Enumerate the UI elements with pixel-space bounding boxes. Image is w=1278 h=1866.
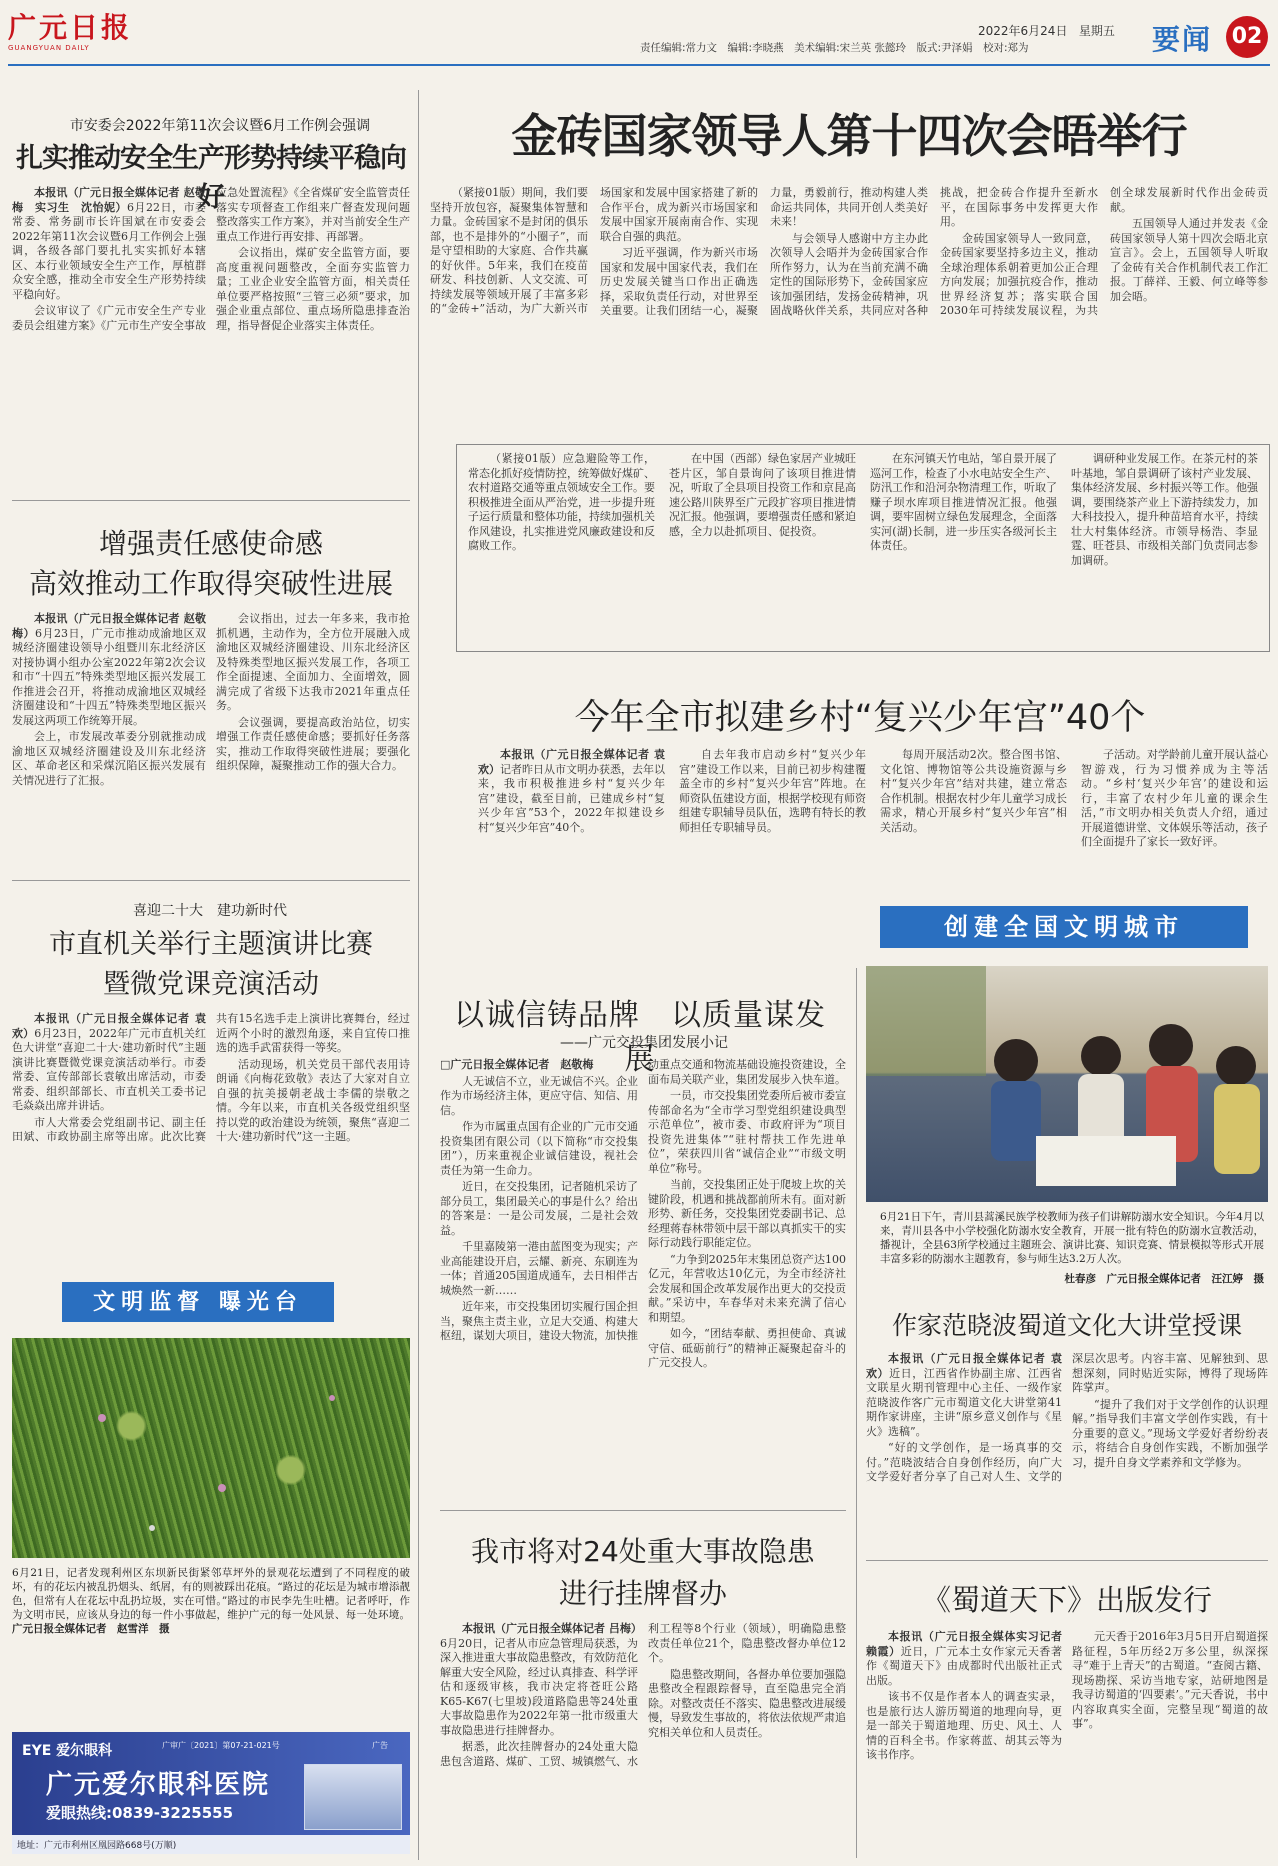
divider [12,500,410,501]
ad-brand: EYE 爱尔眼科 [22,1743,113,1759]
header-rule [8,64,1270,66]
kids-credit: 杜春彦 广元日报全媒体记者 汪江婷 摄 [1064,1273,1264,1285]
safety-p1: 6月22日，市委常委、常务副市长许国斌在市安委会2022年第11次会议暨6月工作例会上强调，各级各部门要扎扎实实抓好本辖区、本行业领域安全生产工作，厚植群众安全感，推动全市安全生产形势持续平稳向好。 [12,200,206,301]
ad-block [12,1732,410,1854]
page-number: 02 [1226,16,1268,58]
book-byline: 本报讯（广元日报全媒体实习记者 赖霞） [866,1630,1062,1658]
integrity-p5: 近年来，市交投集团切实履行国企担当，聚焦主责主业，立足大交通、构建大枢纽，谋划大项目，建设大物流，加快推动重点交通和物流基础设施投资建设，全面布局关联产业，集团发展步入快车道。 [440,1058,846,1342]
contest-kicker: 喜迎二十大 建功新时代 [133,903,287,919]
book-p2: 该书不仅是作者本人的调查实录，也是旅行达人游历蜀道的地理向导，更是一部关于蜀道地理、历史、风土、人情的百科全书。作家蒋蓝、胡其云等为该书作序。 [866,1690,1062,1761]
northeast-p1: 6月23日，广元市推动成渝地区双城经济圈建设领导小组暨川东北经济区对接协调小组办公室2022年第2次会议和市“十四五”特殊类型地区振兴发展工作推进会召开，将推动成渝地区双城经济圈建设和“十四五”特殊类型地区振兴发展这两项工作统筹开展。 [12,626,206,727]
integrity-p2: 作为市属重点国有企业的广元市交通投资集团有限公司（以下简称“市交投集团”），历来重视企业诚信建设，视社会责任为第一生命力。 [440,1120,638,1177]
divider [12,880,410,881]
hazards-body [440,1622,846,1854]
safety-kicker: 市安委会2022年第11次会议暨6月工作例会强调 [69,118,371,134]
editors-line: 责任编辑:常力文 编辑:李晓燕 美术编辑:宋兰英 张懿玲 版式:尹泽娟 校对:郑为 [640,42,1029,54]
contest-p1: 6月23日，2022年广元市直机关红色大讲堂“喜迎二十大·建功新时代”主题演讲比赛暨微党课竞演活动举行。市委常委、宣传部部长袁敏出席活动，市委常委、组织部部长、市直机关工委书记毛焱焱出席并讲话。 [12,1026,207,1112]
section-name: 要闻 [1152,23,1213,56]
safety-byline: 本报讯（广元日报全媒体记者 赵敬梅 实习生 沈怡妮） [12,186,206,214]
integrity-p7: 当前，交投集团正处于爬坡上坎的关键阶段，机遇和挑战都前所未有。面对新形势、新任务，交投集团党委副书记、总经理蒋春林带领中层干部以真抓实干的实际行动践行职能定位。 [648,1178,846,1249]
date: 2022年6月24日 [978,24,1068,38]
northeast-byline: 本报讯（广元日报全媒体记者 赵敬梅） [12,612,206,640]
youth-p2: 自去年我市启动乡村“复兴少年宫”建设工作以来，目前已初步构建覆盖全市的乡村“复兴少年宫”阵地。在师资队伍建设方面，根据学校现有师资组建专职辅导员队伍，选聘有特长的教师担任专职辅导员。 [679,748,866,834]
youth-title: 今年全市拟建乡村“复兴少年宫”40个 [574,698,1146,738]
integrity-byline: □广元日报全媒体记者 赵敬梅 [440,1058,594,1071]
children-icon [866,966,1268,1202]
integrity-p8: “力争到2025年末集团总资产达100亿元，年营收达10亿元，为全市经济社会发展和国企改革发展作出更大的交投贡献。”采访中，车春华对未来充满了信心和期望。 [648,1252,846,1324]
contest-byline: 本报讯（广元日报全媒体记者 袁欢） [12,1012,206,1040]
youth-p1: 记者昨日从市文明办获悉，去年以来，我市积极推进乡村“复兴少年宫”建设，截至目前，已建成乡村“复兴少年宫”53个，2022年拟建设乡村“复兴少年宫”40个。 [478,762,665,834]
brics-p5: 五国领导人通过并发表《金砖国家领导人第十四次会晤北京宣言》。会上，五国领导人听取了金砖有关合作机制代表工作汇报。丁薛祥、王毅、何立峰等参加会晤。 [1110,217,1268,303]
youth-byline: 本报讯（广元日报全媒体记者 袁欢） [478,748,665,776]
book-p1: 近日，广元本土女作家元天香著作《蜀道天下》由成都时代出版社正式出版。 [866,1644,1062,1687]
brics-p3: 与会领导人感谢中方主办此次领导人会晤并为金砖国家合作所作努力，认为在当前充满不确定性的国际形势下，金砖国家应该加强团结，发扬金砖精神，巩固战略伙伴关系，共同应对各种挑战，把金砖合作提升至新水平，在国际事务中发挥更大作用。 [770,186,1098,317]
lecture-p3: “提升了我们对于文学创作的认识理解。”指导我们丰富文学创作实践，有十分重要的意义。”现场文学爱好者纷纷表示，将结合自身创作实践，不断加强学习，提升自身文学素养和文学修为。 [1072,1397,1268,1469]
integrity-p9: 如今，“团结奉献、勇担使命、真诚守信、砥砺前行”的精神正凝聚起奋斗的广元交投人。 [648,1327,846,1369]
masthead [8,6,138,58]
ad-hotline: 爱眼热线:0839-3225555 [46,1804,234,1822]
northeast-body [12,612,410,862]
contest-title-2: 暨微党课竞演活动 [103,969,319,1000]
integrity-title: 以诚信铸品牌 以质量谋发展 [454,998,826,1077]
book-body [866,1630,1268,1856]
tasks-body [468,452,1258,644]
hazards-title-1: 我市将对24处重大事故隐患 [471,1535,815,1568]
integrity-p1: 人无诚信不立，业无诚信不兴。企业作为市场经济主体，更应守信、知信、用信。 [440,1074,638,1117]
header-date [978,22,1115,39]
northeast-title-2: 高效推动工作取得突破性进展 [28,567,393,600]
ad-name: 广元爱尔眼科医院 [46,1770,271,1800]
lawn-caption [12,1566,410,1636]
northeast-title-1: 增强责任感使命感 [98,527,323,560]
lawn-credit: 广元日报全媒体记者 赵雪洋 摄 [12,1623,170,1635]
lecture-body [866,1352,1268,1544]
hazards-title-2: 进行挂牌督办 [558,1577,727,1610]
brics-p4: 金砖国家领导人一致同意，金砖国家要坚持多边主义，推动全球治理体系朝着更加公正合理方向发展；加强抗疫合作，推动世界经济复苏；落实联合国2030年可持续发展议程，为共创全球发展新时代作出金砖贡献。 [940,186,1268,317]
column-divider [418,90,419,1860]
ad-building [304,1764,402,1830]
lecture-p1: 近日，江西省作协副主席、江西省文联星火期刊管理中心主任、一级作家范晓波作客广元市蜀道文化大讲堂第41期作家讲座，主讲“原乡意义创作与《星火》选稿”。 [866,1366,1062,1438]
lawn-caption-text: 6月21日，记者发现利州区东坝新民街紧邻草坪外的景观花坛遭到了不同程度的破坏，有的花坛内被乱扔烟头、纸屑，有的则被踩出花痕。“路过的花坛是为城市增添靓色，但常有人在花坛中乱扔垃圾，实在可惜。”路过的市民李先生吐槽。记者呼吁，作为文明市民，应该从身边的每一件小事做起，维护广元的每一处风景、每一处环境。 [12,1567,410,1621]
youth-p3: 每周开展活动2次。整合图书馆、文化馆、博物馆等公共设施资源与乡村“复兴少年宫”结对共建，建立常态合作机制。根据农村少年儿童学习成长需求，精心开展乡村“复兴少年宫”相关活动。 [880,748,1067,834]
youth-p4: 子活动。对学龄前儿童开展认益心智游戏，行为习惯养成为主等活动。“乡村‘复兴少年宫’的建设和运行，丰富了农村少年儿童的课余生活，”市文明办相关负责人介绍，通过开展道德讲堂、文体娱乐等活动，孩子们全面提升了家长一致好评。 [1081,748,1268,848]
hazards-p1: 6月20日，记者从市应急管理局获悉，为深入推进重大事故隐患整改，有效防范化解重大安全风险，经过认真排查、科学评估和逐级审核，我市决定将苍旺公路K65-K67(七里坡)段道路隐患等24处重大事故隐患作为2022年第一批市级重大事故隐患进行挂牌督办。 [440,1636,638,1737]
integrity-body [440,1058,846,1498]
flower-icon [12,1338,410,1558]
integrity-p6: 一员，市交投集团党委所后被市委宣传部命名为“全市学习型党组织建设典型示范单位”，被市委、市政府评为“项目投资先进集体”“驻村帮扶工作先进单位”，荣获四川省“诚信企业”“市级文明单位”称号。 [648,1089,846,1175]
ad-tag: 广告 [372,1741,388,1750]
book-p3: 元天香于2016年3月5日开启蜀道探路征程，5年历经2万多公里，纵深探寻“难于上青天”的古蜀道。“查阅古籍、现场勘探、采访当地专家，站研地图是我寻访蜀道的‘四要素’。”元天香说，书中内容取真实全面，完整呈现“蜀道的故事”。 [1072,1630,1268,1730]
safety-p3: 会议指出，煤矿安全监管方面，要高度重视问题整改，全面夯实监管力量；工业企业安全监管方面，相关责任单位要严格按照“三管三必须”要求，加强企业重点部位、重点场所隐患排查治理，指导督促企业落实主体责任。 [216,246,410,332]
kids-caption: 6月21日下午，青川县蒿溪民族学校教师为孩子们讲解防溺水安全知识。今年4月以来，青川县各中小学校强化防溺水安全教育，开展一批有特色的防溺水宣教活动，播视计，全县63所学校通过主题班会、演讲比赛、知识竞赛、情景模拟等形式开展丰富多彩的防溺水主题教育，参与师生达3.2万人次。 [880,1211,1264,1265]
supervision-banner: 文明监督 曝光台 [62,1282,334,1322]
tasks-p3: 在东河镇天竹电站，邹自景开展了巡河工作，检查了小水电站安全生产、防汛工作和沿河杂物清理工作，听取了赚子坝水库项目推进情况汇报。他强调，要牢固树立绿色发展理念，全面落实河(湖)长制，进一步压实各级河长主体责任。 [870,452,1057,552]
brics-p1: （紧接01版）期间，我们要坚持开放包容，凝聚集体智慧和力量。金砖国家不是封闭的俱乐部，也不是排外的“小圈子”，而是守望相助的大家庭、合作共赢的好伙伴。5年来，我们在疫苗研发、科技创新、人文交流、可持续发展等领域开展了丰富多彩的“金砖+”活动，为广大新兴市场国家和发展中国家搭建了新的合作平台，成为新兴市场国家和发展中国家开展南南合作、实现联合自强的典范。 [430,186,758,315]
tasks-p2: 在中国（西部）绿色家居产业城旺苍片区，邹自景询问了该项目推进情况，听取了全县项目投资工作和京昆高速公路川陕界至广元段扩容项目推进情况汇报。他强调，要增强责任感和紧迫感，全力以赴抓项目、促投资。 [669,452,856,538]
tasks-p4: 调研种业发展工作。在茶元村的茶叶基地，邹自景调研了该村产业发展、集体经济发展、乡村振兴等工作。他强调，要围绕茶产业上下游持续发力，加大科技投入，提升种苗培育水平，持续壮大村集体经济。市领导杨浩、李显霆、旺苍县、市级相关部门负责同志参加调研。 [1071,452,1258,567]
masthead-roman: GUANGYUAN DAILY [8,44,90,52]
masthead-name: 广元日报 [8,11,133,44]
lecture-p2: “好的文学创作，是一场真事的交付。”范晓波结合自身创作经历，向广大文学爱好者分享了自己对人生、文学的深层次思考。内容丰富、见解独到、思想深刻，同时贴近实际，博得了现场阵阵掌声。 [866,1352,1268,1483]
hazards-p3: 隐患整改期间，各督办单位要加强隐患整改全程跟踪督导，直至隐患完全消除。对整改责任不落实、隐患整改进展缓慢，导致发生事故的，将依法依规严肃追究相关单位和人员责任。 [648,1667,846,1739]
column-divider [856,968,857,1858]
lawn-photo [12,1338,410,1558]
youth-body [478,748,1268,910]
safety-title: 扎实推动安全生产形势持续平稳向好 [16,143,406,213]
safety-p2: 会议审议了《广元市安全生产专业委员会组建方案》《广元市生产安全事故应急处置流程》《全省煤矿安全监管责任落实专项督查工作组来广督查发现问题整改落实工作方案》，并对当前安全生产重点工作进行再安排、再部署。 [12,186,410,332]
book-title: 《蜀道天下》出版发行 [921,1583,1212,1617]
northeast-p3: 会议指出，过去一年多来，我市抢抓机遇，主动作为，全方位开展融入成渝地区双城经济圈建设、川东北经济区及特殊类型地区振兴发展工作，各项工作全面提速、全面加力、全面增效，圆满完成了省级下达我市2021年重点任务。 [216,612,410,712]
northeast-p2: 会上，市发展改革委分别就推动成渝地区双城经济圈建设及川东北经济区、革命老区和采煤沉陷区振兴发展有关情况进行了汇报。 [12,730,206,787]
safety-body [12,186,410,476]
brics-body [430,186,1268,422]
ad-license: 广审广〔2021〕第07-21-021号 [162,1741,280,1750]
integrity-p4: 千里嘉陵第一港由蓝图变为现实；产业高能建设开启，云耀、新亮、东刷连为一体；首通205国道成通车，去日相伴古城焕然一新…… [440,1240,638,1297]
contest-body [12,1012,410,1272]
ad-address: 地址：广元市利州区凰园路668号(万顺) [12,1835,410,1854]
brics-p2: 习近平强调，作为新兴市场国家和发展中国家代表，我们在历史发展关键当口作出正确选择，采取负责任行动，对世界至关重要。让我们团结一心，凝聚力量，勇毅前行，推动构建人类命运共同体，共同开创人类美好未来！ [600,186,928,317]
brics-title: 金砖国家领导人第十四次会晤举行 [511,109,1187,163]
hazards-byline: 本报讯（广元日报全媒体记者 吕梅） [462,1622,642,1635]
lecture-byline: 本报讯（广元日报全媒体记者 袁欢） [866,1352,1062,1380]
contest-title-1: 市直机关举行主题演讲比赛 [49,929,373,960]
tasks-p1: （紧接01版）应急避险等工作，常态化抓好疫情防控，统筹做好煤矿、农村道路交通等重点领域安全工作。要积极推进全面从严治党，进一步提升班子运行质量和整体功能，持续加强机关作风建设，扎实推进党风廉政建设和反腐败工作。 [468,452,655,552]
hazards-p2: 据悉，此次挂牌督办的24处重大隐患包含道路、煤矿、工贸、城镇燃气、水利工程等8个行业（领域），明确隐患整改责任单位21个，隐患整改督办单位12个。 [440,1622,846,1768]
contest-p2: 市人大常委会党组副书记、副主任田斌、市政协副主席等出席。此次比赛共有15名选手走上演讲比赛舞台，经过近两个小时的激烈角逐，来自宜传口推选的选手武雷获得一等奖。 [12,1012,410,1143]
integrity-subtitle: ——广元交投集团发展小记 [560,1035,728,1051]
kids-photo [866,966,1268,1202]
divider [440,1510,846,1511]
northeast-p4: 会议强调，要提高政治站位，切实增强工作责任感使命感；要抓好任务落实，推动工作取得突破性进展；要强化组织保障，凝聚推动工作的强大合力。 [216,715,410,772]
divider [866,1560,1268,1561]
integrity-p3: 近日，在交投集团，记者随机采访了部分员工，集团最关心的事是什么？给出的答案是：一是公司发展，二是社会效益。 [440,1180,638,1237]
contest-p3: 活动现场，机关党员干部代表用诗朗诵《向梅花致敬》表达了大家对自立自强的抗美援朝老战士李儒的崇敬之情。今年以来，市直机关各级党组织坚持以党的政治建设为统领，聚焦“喜迎二十大·建功新时代”这一主题。 [216,1057,410,1143]
civilized-city-banner: 创建全国文明城市 [880,906,1248,948]
lecture-title: 作家范晓波蜀道文化大讲堂授课 [891,1311,1242,1340]
weekday: 星期五 [1078,24,1115,38]
